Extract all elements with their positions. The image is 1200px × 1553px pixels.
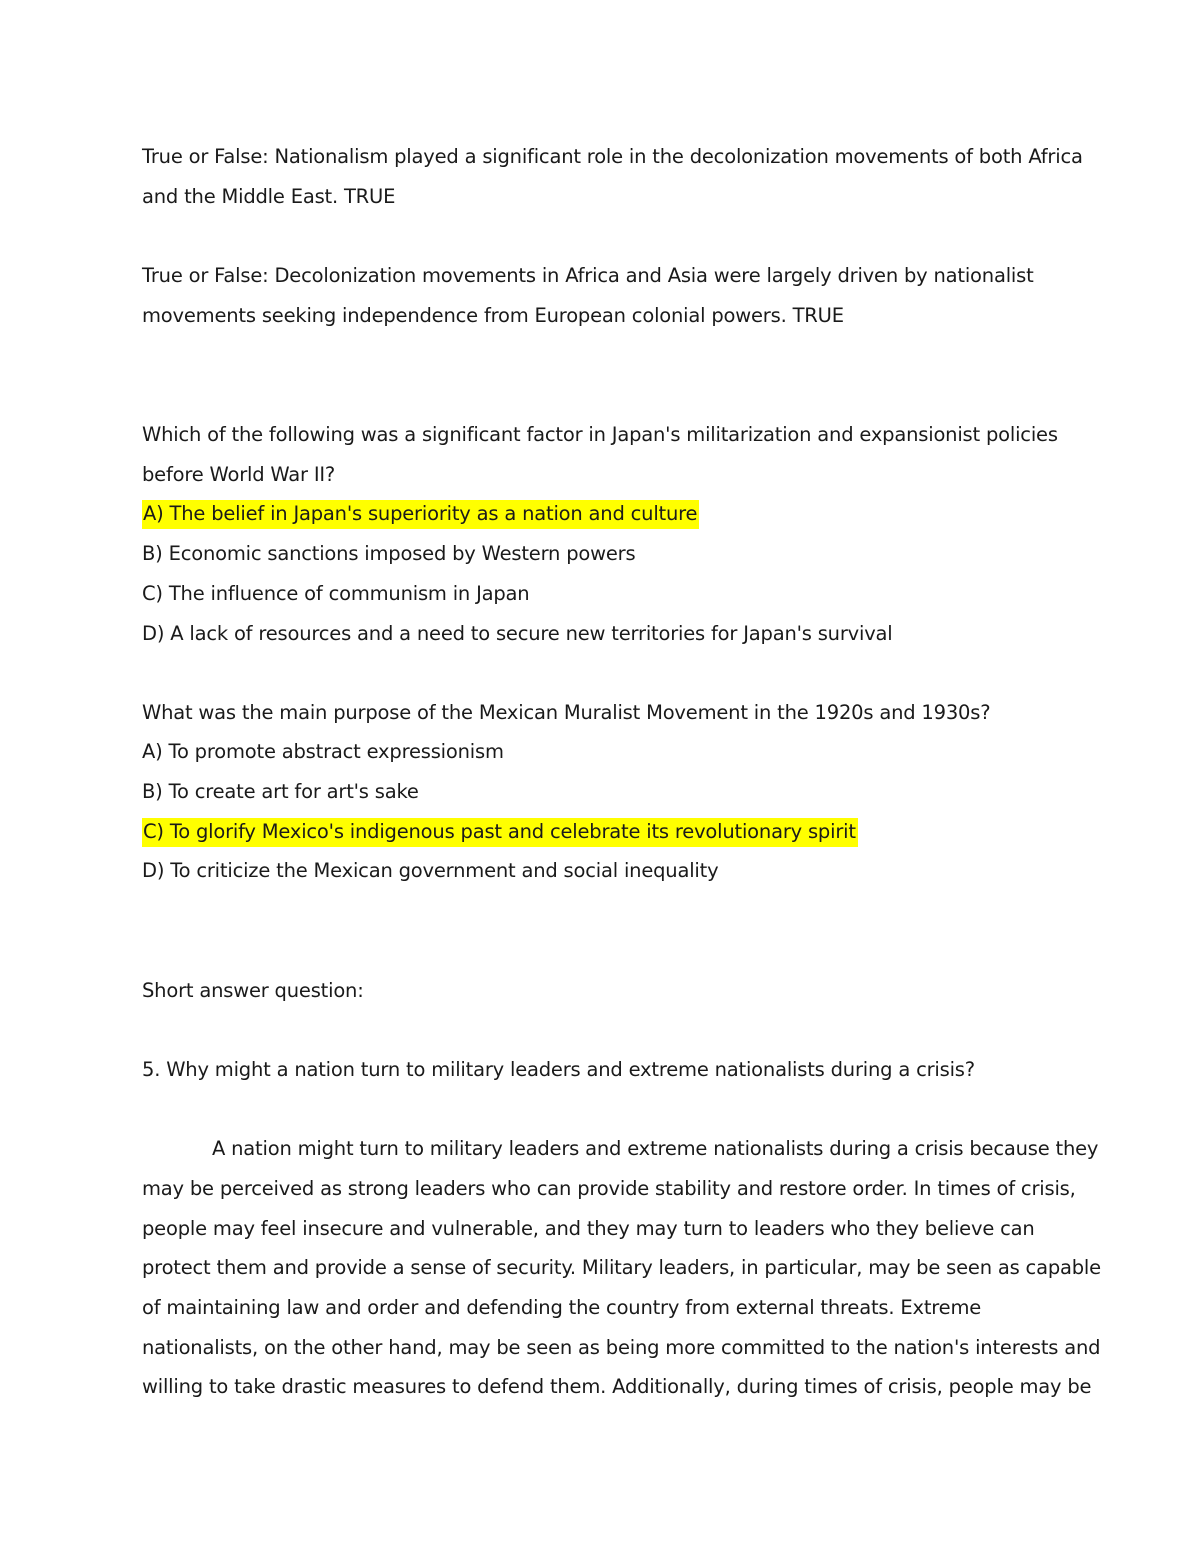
answer-line-6: nationalists, on the other hand, may be seen as being more committed to the nation's interests and <box>142 1336 1101 1359</box>
short-answer-question: 5. Why might a nation turn to military leaders and extreme nationalists during a crisis? <box>142 1058 975 1081</box>
answer-line-3: people may feel insecure and vulnerable, and they may turn to leaders who they believe can <box>142 1217 1035 1240</box>
short-answer-heading: Short answer question: <box>142 979 364 1002</box>
question-4-option-a: A) To promote abstract expressionism <box>142 740 504 763</box>
question-3-option-c: C) The influence of communism in Japan <box>142 582 530 605</box>
answer-line-4: protect them and provide a sense of security. Military leaders, in particular, may be seen as capable <box>142 1256 1101 1279</box>
question-3-line-2: before World War II? <box>142 463 336 486</box>
answer-line-7: willing to take drastic measures to defend them. Additionally, during times of crisis, people may be <box>142 1375 1092 1398</box>
answer-line-2: may be perceived as strong leaders who can provide stability and restore order. In times of crisis, <box>142 1177 1076 1200</box>
question-4-option-b: B) To create art for art's sake <box>142 780 419 803</box>
answer-line-5: of maintaining law and order and defending the country from external threats. Extreme <box>142 1296 982 1319</box>
highlighted-answer: A) The belief in Japan's superiority as a nation and culture <box>142 500 699 529</box>
highlighted-answer: C) To glorify Mexico's indigenous past and celebrate its revolutionary spirit <box>142 818 858 847</box>
answer-line-1: A nation might turn to military leaders and extreme nationalists during a crisis because they <box>212 1137 1099 1160</box>
question-3-line-1: Which of the following was a significant factor in Japan's militarization and expansionist policies <box>142 423 1058 446</box>
question-3-option-d: D) A lack of resources and a need to secure new territories for Japan's survival <box>142 622 893 645</box>
question-1-line-2: and the Middle East. TRUE <box>142 185 396 208</box>
question-2-line-1: True or False: Decolonization movements in Africa and Asia were largely driven by nationalist <box>142 264 1034 287</box>
question-2-line-2: movements seeking independence from European colonial powers. TRUE <box>142 304 844 327</box>
question-1-line-1: True or False: Nationalism played a significant role in the decolonization movements of both Africa <box>142 145 1083 168</box>
question-3-option-b: B) Economic sanctions imposed by Western powers <box>142 542 636 565</box>
question-4-text: What was the main purpose of the Mexican Muralist Movement in the 1920s and 1930s? <box>142 701 991 724</box>
question-3-option-a <box>142 500 699 528</box>
question-4-option-d: D) To criticize the Mexican government and social inequality <box>142 859 719 882</box>
question-4-option-c <box>142 818 858 846</box>
